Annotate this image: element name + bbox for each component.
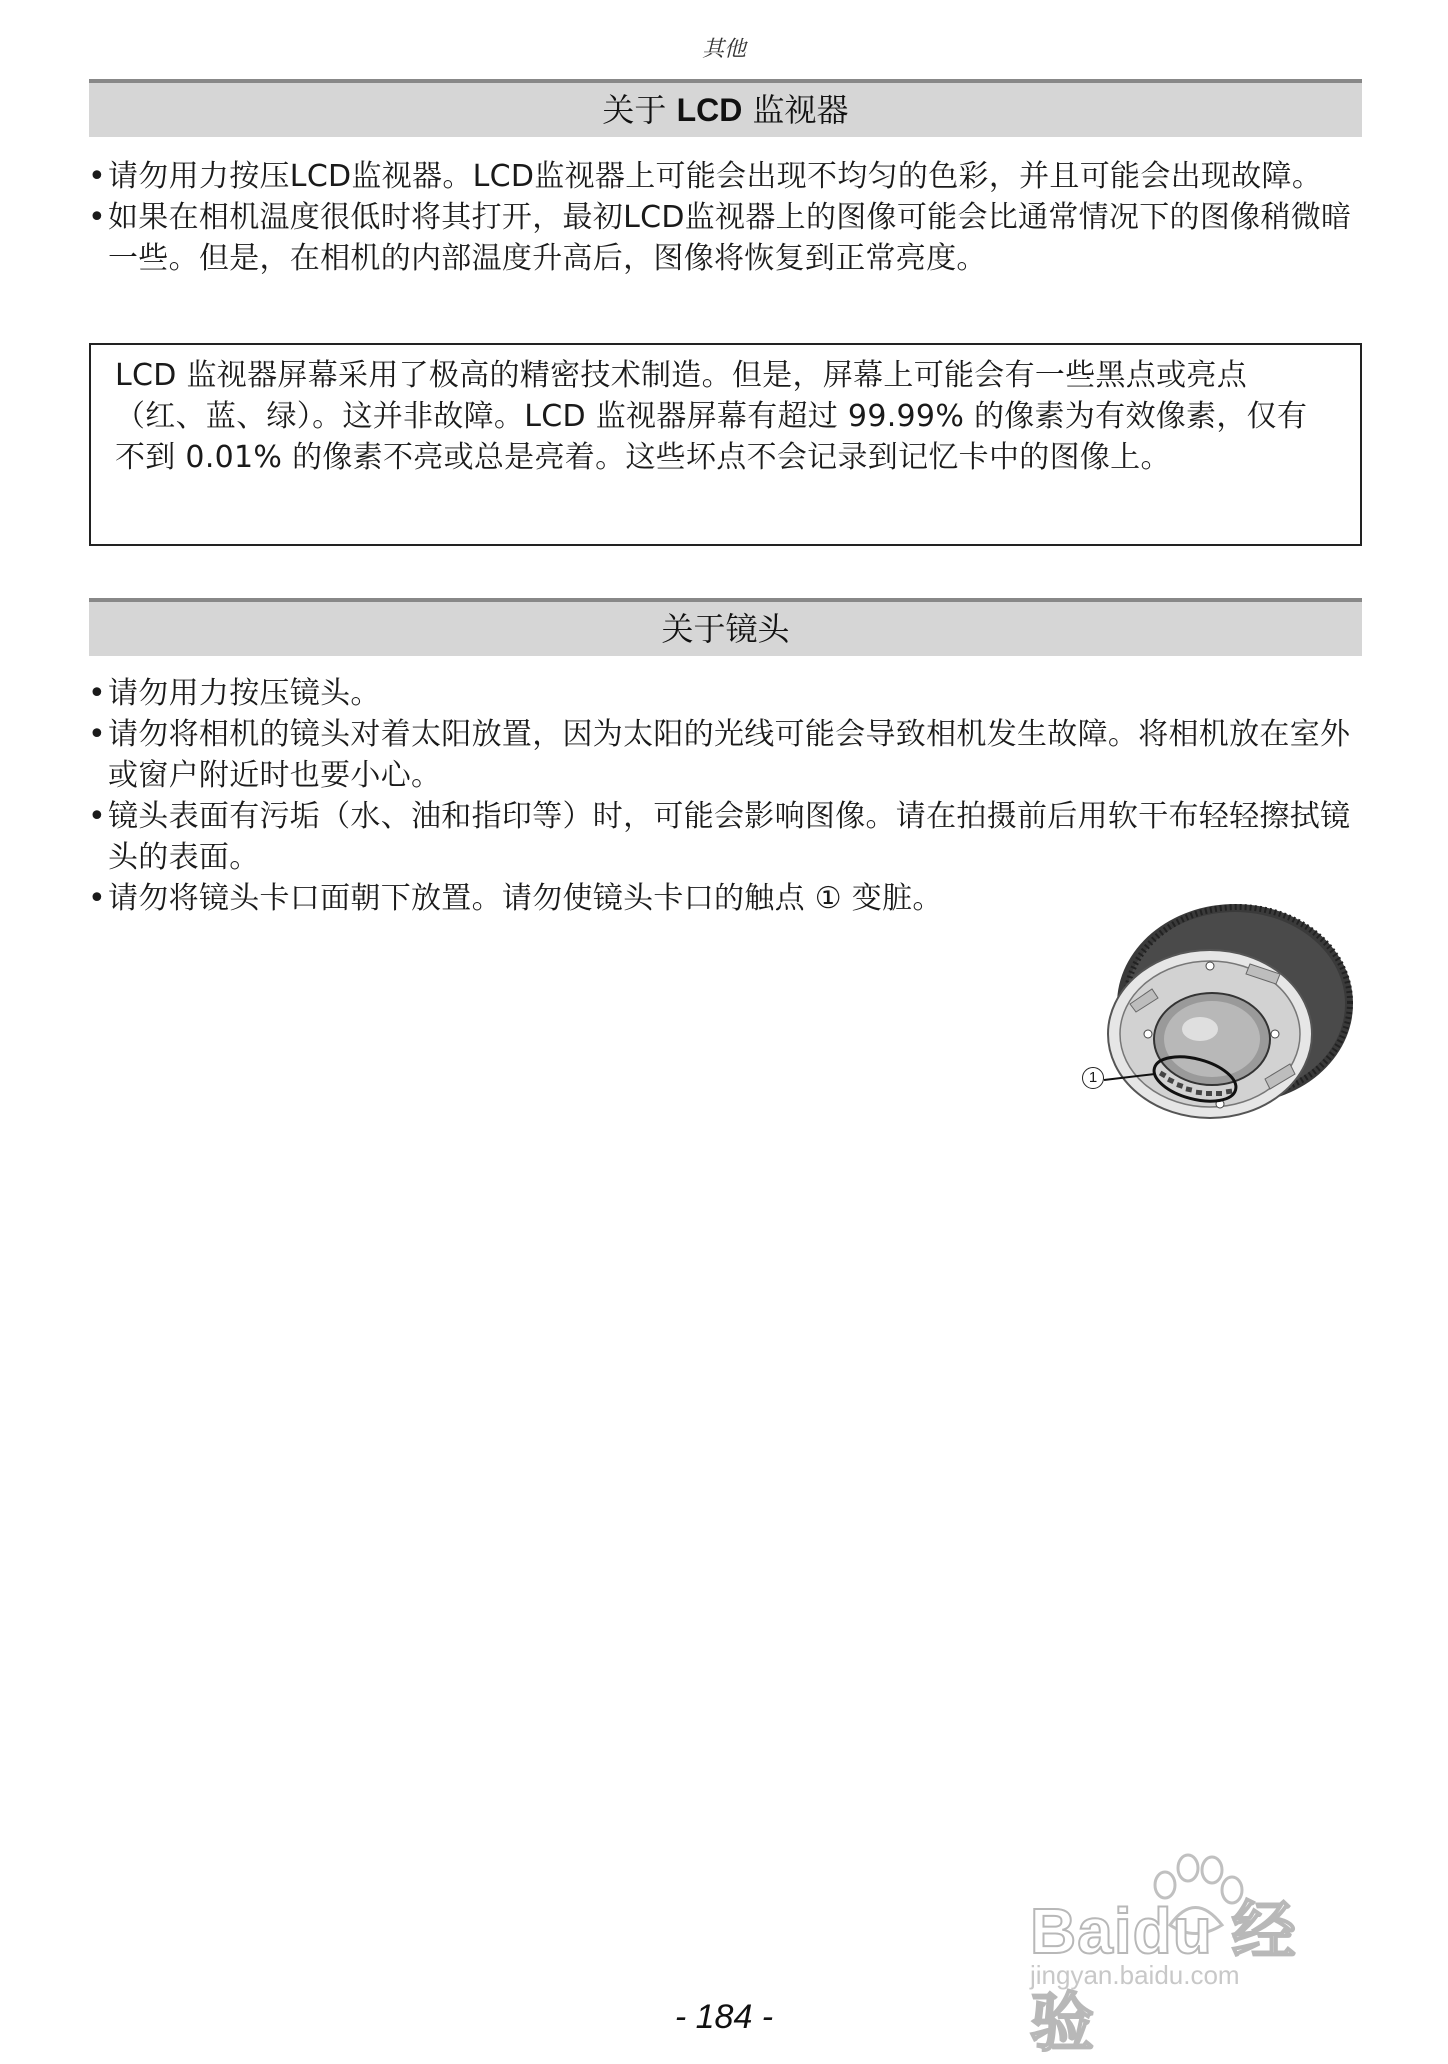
list-item-text: 如果在相机温度很低时将其打开，最初LCD监视器上的图像可能会比通常情况下的图像稍微暗一些。但是，在相机的内部温度升高后，图像将恢复到正常亮度。 — [108, 200, 1352, 276]
figure-callout-marker: 1 — [1082, 1067, 1104, 1089]
list-item — [88, 796, 1364, 878]
page-header-title: 其他 — [701, 37, 746, 62]
bullet-icon: • — [88, 717, 106, 752]
list-item-text: 镜头表面有污垢（水、油和指印等）时，可能会影响图像。请在拍摄前后用软干布轻轻擦拭镜头的表面。 — [108, 799, 1351, 875]
watermark-url: jingyan.baidu.com — [1030, 1960, 1240, 1990]
list-item-text: 请勿将相机的镜头对着太阳放置，因为太阳的光线可能会导致相机发生故障。将相机放在室外或窗户附近时也要小心。 — [108, 717, 1351, 793]
section-heading-lens: 关于镜头 — [89, 598, 1362, 656]
lcd-bullet-list — [88, 156, 1364, 279]
bullet-icon: • — [88, 799, 106, 834]
watermark-brand: Baidu 经验 — [1030, 1895, 1297, 2059]
list-item — [88, 714, 1364, 796]
list-item — [88, 156, 1364, 197]
list-item-text: 请勿用力按压LCD监视器。LCD监视器上可能会出现不均匀的色彩，并且可能会出现故障。 — [108, 159, 1323, 194]
page-number: - 184 - — [674, 1998, 774, 2036]
bullet-icon: • — [88, 200, 106, 235]
list-item — [88, 197, 1364, 279]
bullet-icon: • — [88, 676, 106, 711]
section-heading-lcd-bold: LCD — [676, 92, 743, 128]
lens-bullet-list — [88, 673, 1364, 919]
watermark — [1030, 1850, 1360, 2059]
list-item — [88, 673, 1364, 714]
bullet-icon: • — [88, 881, 106, 916]
list-item-text: 请勿将镜头卡口面朝下放置。请勿使镜头卡口的触点 ① 变脏。 — [108, 881, 943, 916]
section-heading-lcd-suffix: 监视器 — [742, 91, 849, 129]
section-heading-lcd — [89, 79, 1362, 137]
bullet-icon: • — [88, 159, 106, 194]
lcd-note-box — [89, 343, 1362, 546]
lcd-note-text: LCD 监视器屏幕采用了极高的精密技术制造。但是，屏幕上可能会有一些黑点或亮点（红、蓝、绿）。这并非故障。LCD 监视器屏幕有超过 99.99% 的像素为有效像素，仅有不到 0.01% 的像素不亮或总是亮着。这些坏点不会记录到记忆卡中的图像上。 — [115, 358, 1308, 475]
list-item-text: 请勿用力按压镜头。 — [108, 676, 381, 711]
lens-mount-illustration — [1060, 894, 1360, 1144]
list-item — [88, 878, 1056, 919]
section-heading-lcd-prefix: 关于 — [602, 91, 677, 129]
